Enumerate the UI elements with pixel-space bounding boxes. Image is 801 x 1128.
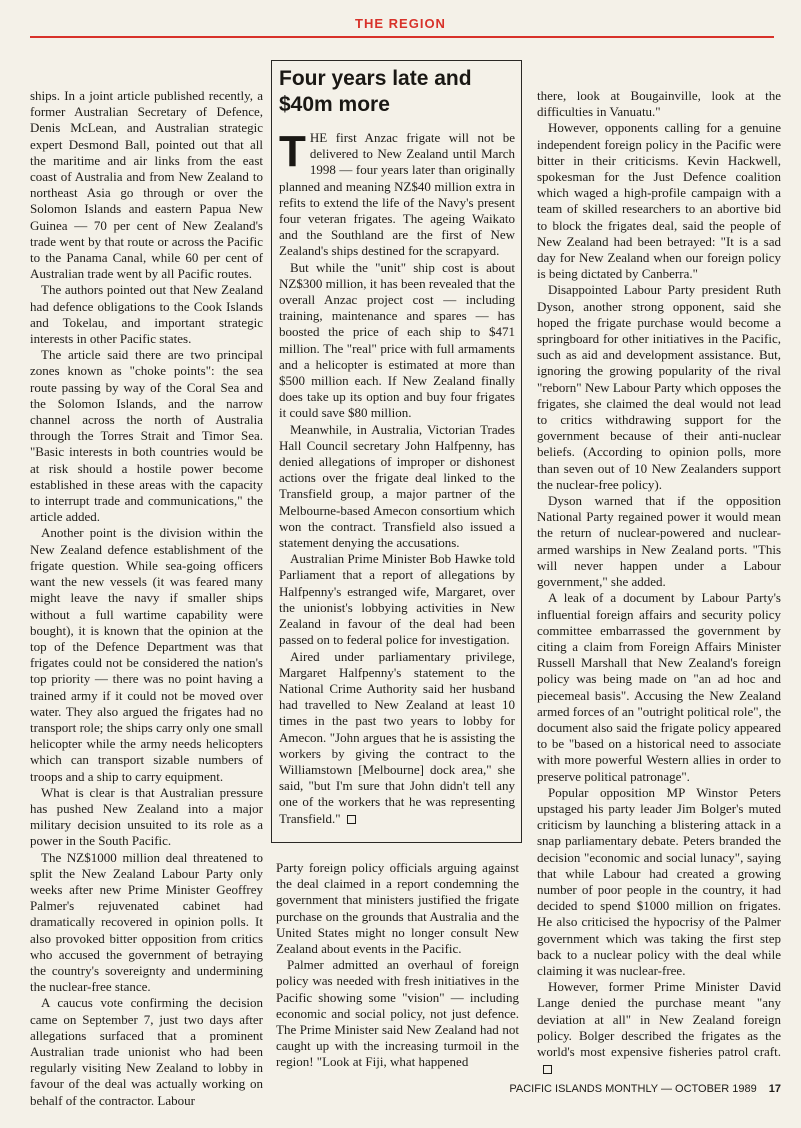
- paragraph: The article said there are two principal zones known as "choke points": the sea route passing by way of the Coral Sea and the Solomon Islands, and the narrow channel across the north of Australia through the Torres Strait and Timor Sea. "Basic interests in both countries would be at risk should a hostile power become established in these areas with the capacity to interrupt trade and communications," the article added.: [30, 347, 263, 525]
- article-column-2: [276, 860, 519, 1071]
- page-number: 17: [768, 1083, 781, 1095]
- header-rule: [30, 36, 774, 38]
- paragraph: [279, 127, 515, 260]
- article-column-1: [30, 88, 263, 1109]
- paragraph: What is clear is that Australian pressure has pushed New Zealand into a major military decision unsuited to its role as a power in the South Pacific.: [30, 784, 263, 849]
- paragraph-text: HE first Anzac frigate will not be delivered to New Zealand until March 1998 — four years later than originally planned and meaning NZ$40 million extra in refits to extend the life of the Navy's present four veteran frigates. The ageing Waikato and the Southland are the first of New Zealand's ships destined for the scrapyard.: [279, 130, 515, 259]
- publication-line: PACIFIC ISLANDS MONTHLY — OCTOBER 1989: [509, 1083, 757, 1095]
- paragraph: Disappointed Labour Party president Ruth Dyson, another strong opponent, said she hoped the frigate purchase would become a springboard for other initiatives in the Pacific, such as aid and development assistance. But, ignoring the growing popularity of the rival "reborn" New Labour Party which opposes the frigates, she claimed the deal would not lead to critics withdrawing support for the government because of their anti-nuclear beliefs. (According to opinion polls, more than seven out of 10 New Zealanders support the nuclear-free policy).: [537, 282, 781, 492]
- paragraph: A leak of a document by Labour Party's influential foreign affairs and security policy committee embarrassed the government by citing a claim from Foreign Affairs Minister Russell Marshall that New Zealand's foreign policy was being made on "an ad hoc and piecemeal basis". Accusing the New Zealand armed forces of an "outright political role", the document also said the frigate policy appeared to be "based on a historical need to associate with more powerful Western allies in order to preserve political patronage".: [537, 590, 781, 784]
- paragraph: However, opponents calling for a genuine independent foreign policy in the Pacific were bitter in their criticisms. Kevin Hackwell, spokesman for the Just Defence coalition which waged a high-profile campaign with a team of skilled researchers to an abortive bid to block the frigates deal, said the people of New Zealand had been betrayed: "It is a sad day for New Zealand when our foreign policy is being dictated by Canberra.": [537, 120, 781, 282]
- paragraph: Meanwhile, in Australia, Victorian Trades Hall Council secretary John Halfpenny, has denied allegations of improper or dishonest actions over the frigate deal linked to the Transfield group, a major partner of the Melbourne-based Amecon consortium which won the contract. Transfield also issued a statement denying the accusations.: [279, 421, 515, 551]
- sidebar-body: [279, 127, 515, 827]
- paragraph: Australian Prime Minister Bob Hawke told Parliament that a report of allegations by Halfpenny's estranged wife, Margaret, over the unionist's lobbying activities in New Zealand in favour of the deal had been passed on to federal police for investigation.: [279, 551, 515, 648]
- paragraph: The authors pointed out that New Zealand had defence obligations to the Cook Islands and Tokelau, and important strategic interests in other Pacific states.: [30, 282, 263, 347]
- paragraph: Dyson warned that if the opposition National Party regained power it would mean the return of nuclear-powered and nuclear-armed warships in New Zealand ports. "This will never happen under a Labour government," she added.: [537, 493, 781, 590]
- paragraph: Another point is the division within the New Zealand defence establishment of the frigate question. While sea-going officers want the new vessels (it was feared many might leave the navy if smaller ships without a full wartime capability were bought), it is known that the opinion at the top of the Defence Department was that frigates could not be considered the nation's top priority — there was no point having a trained army if it could not be moved over water. They also argued the frigates had no transport role; the ships carry only one small helicopter while the army needs helicopters which can transport sizable numbers of troops and a ship to carry equipment.: [30, 525, 263, 784]
- page-footer: [470, 1083, 781, 1095]
- paragraph-text: However, former Prime Minister David Lange denied the purchase meant "any deviation at all" in New Zealand foreign policy. Bolger described the frigates as the world's most expensive fisheries patrol craft.: [537, 979, 781, 1059]
- article-column-3: [537, 88, 781, 1076]
- paragraph: Party foreign policy officials arguing against the deal claimed in a report condemning the government that ministers justified the frigate purchase on the grounds that Australia and the United States might no longer consult New Zealand about events in the Pacific.: [276, 860, 519, 957]
- paragraph: Palmer admitted an overhaul of foreign policy was needed with fresh initiatives in the Pacific showing some "vision" — including economic and social policy, not just defence. The Prime Minister said New Zealand had not caught up with the increasing turmoil in the region! "Look at Fiji, what happened: [276, 957, 519, 1070]
- sidebar-headline: Four years late and $40m more: [279, 67, 472, 116]
- section-header: THE REGION: [355, 16, 446, 31]
- end-mark-icon: [347, 815, 356, 824]
- paragraph: But while the "unit" ship cost is about NZ$300 million, it has been revealed that the overall Anzac project cost — including training, maintenance and spares — has boosted the price of each ship to $471 million. The "real" price with full armaments and a helicopter is estimated at more than $500 million each. If New Zealand finally does take up its option and buy four frigates it could save $80 million.: [279, 259, 515, 421]
- paragraph: The NZ$1000 million deal threatened to split the New Zealand Labour Party only weeks after new Prime Minister Geoffrey Palmer's rejuvenated cabinet had dramatically recovered in opinion polls. It also provoked bitter opposition from critics who accused the government of betraying the country's sovereignty and undermining the nuclear-free stance.: [30, 849, 263, 995]
- paragraph-text: Aired under parliamentary privilege, Margaret Halfpenny's statement to the National Crime Authority said her husband had travelled to New Zealand at least 10 times in the past two years to lobby for Amecon. "John argues that he is assisting the workers by giving the contract to the Williamstown [Melbourne] dock area," she said, "but I'm sure that John didn't tell any one of the workers that he was representing Transfield.": [279, 648, 515, 826]
- end-mark-icon: [543, 1065, 552, 1074]
- paragraph: A caucus vote confirming the decision came on September 7, just two days after allegations surfaced that a prominent Australian trade unionist who had been regularly visiting New Zealand to lobby in favour of the deal was actually working on behalf of the contractor. Labour: [30, 995, 263, 1108]
- drop-cap: T: [279, 127, 306, 176]
- paragraph: [537, 979, 781, 1076]
- paragraph: Popular opposition MP Winstor Peters upstaged his party leader Jim Bolger's muted criticism by launching a blistering attack in a snap parliamentary debate. Peters branded the decision "economic and social lunacy", saying that while Labour had created a growing number of poor people in the country, it had decided to spend $1000 million on frigates. He also criticised the hypocrisy of the Palmer government which was taking the first step back to a nuclear policy with the deal while claiming it was nuclear-free.: [537, 784, 781, 978]
- paragraph: ships. In a joint article published recently, a former Australian Secretary of Defence, Denis McLean, and Australian strategic expert Desmond Ball, pointed out that all the maritime and air links from the east coast of Australia and from New Zealand to northeast Asia go through or over the Solomon Islands and eastern Papua New Guinea — 70 per cent of New Zealand's trade went by that route or across the Pacific to the Panama Canal, while 60 per cent of Australian trade went by all Pacific routes.: [30, 88, 263, 282]
- paragraph: there, look at Bougainville, look at the difficulties in Vanuatu.": [537, 88, 781, 120]
- paragraph: [279, 649, 515, 827]
